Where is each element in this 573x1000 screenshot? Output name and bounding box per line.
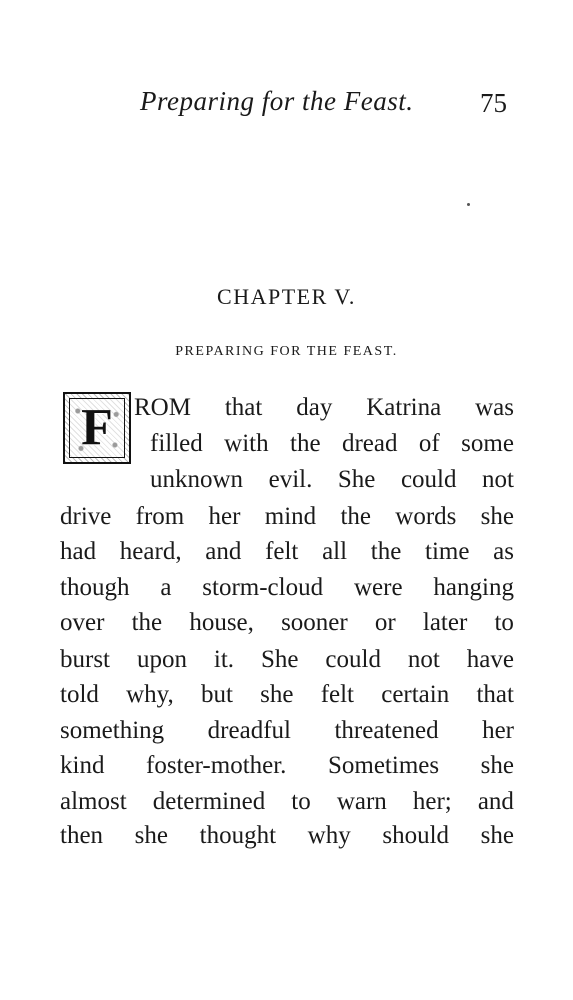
word: told: [60, 681, 99, 708]
text-line: [60, 503, 514, 531]
word: felt: [265, 538, 299, 565]
word: could: [325, 646, 381, 673]
word: should: [382, 822, 450, 849]
word: certain: [381, 681, 450, 708]
word: almost: [60, 788, 127, 815]
word: threatened: [334, 717, 439, 744]
word: ROM: [134, 394, 191, 421]
word: over: [60, 609, 105, 636]
word: the: [131, 609, 163, 636]
text-line: [60, 609, 514, 637]
text-line: [60, 681, 514, 709]
word: why,: [126, 681, 174, 708]
ink-speck: [467, 203, 470, 206]
text-line: [60, 788, 514, 816]
word: words: [395, 503, 457, 530]
text-line: [60, 717, 514, 745]
word: the: [370, 538, 402, 565]
text-line: [60, 752, 514, 780]
chapter-subtitle: PREPARING FOR THE FEAST.: [175, 344, 398, 359]
word: foster-mother.: [146, 752, 287, 779]
word: that: [476, 681, 514, 708]
word: of: [418, 430, 440, 457]
word: house,: [189, 609, 254, 636]
word: was: [475, 394, 514, 421]
page-number: 75: [480, 88, 507, 118]
text-line: [150, 430, 514, 458]
word: why: [307, 822, 351, 849]
word: and: [205, 538, 242, 565]
word: not: [407, 646, 440, 673]
chapter-title: CHAPTER V.: [217, 284, 356, 309]
word: thought: [199, 822, 277, 849]
word: sooner: [281, 609, 348, 636]
word: a: [160, 574, 172, 601]
word: she: [480, 822, 514, 849]
word: she: [134, 822, 168, 849]
word: felt: [320, 681, 355, 708]
running-head-title: Preparing for the Feast.: [140, 86, 414, 116]
text-line: [60, 574, 514, 602]
word: time: [425, 538, 470, 565]
word: as: [493, 538, 514, 565]
word: and: [477, 788, 514, 815]
word: she: [480, 752, 514, 779]
word: storm-cloud: [202, 574, 324, 601]
word: were: [353, 574, 403, 601]
word: unknown: [150, 466, 244, 493]
word: something: [60, 717, 165, 744]
word: Katrina: [366, 394, 442, 421]
word: day: [296, 394, 333, 421]
word: drive: [60, 503, 112, 530]
word: to: [494, 609, 514, 636]
drop-cap-letter: F: [69, 398, 125, 458]
word: her: [482, 717, 514, 744]
word: the: [340, 503, 371, 530]
text-line: [134, 394, 514, 422]
word: her: [208, 503, 241, 530]
word: all: [322, 538, 348, 565]
running-head: [0, 86, 573, 126]
word: to: [291, 788, 311, 815]
text-line: [150, 466, 514, 494]
word: dread: [341, 430, 398, 457]
word: then: [60, 822, 104, 849]
ornamental-drop-cap: [63, 392, 131, 464]
word: burst: [60, 646, 110, 673]
text-line: [60, 822, 514, 850]
word: filled: [150, 430, 203, 457]
word: She: [260, 646, 299, 673]
word: could: [400, 466, 457, 493]
word: her;: [412, 788, 452, 815]
word: have: [466, 646, 514, 673]
word: not: [482, 466, 514, 493]
text-line: [60, 538, 514, 566]
word: she: [260, 681, 294, 708]
word: with: [224, 430, 269, 457]
word: had: [60, 538, 97, 565]
word: though: [60, 574, 130, 601]
word: but: [201, 681, 233, 708]
word: upon: [136, 646, 187, 673]
word: mind: [264, 503, 317, 530]
word: Sometimes: [327, 752, 440, 779]
word: warn: [336, 788, 387, 815]
word: that: [224, 394, 263, 421]
word: the: [290, 430, 321, 457]
word: from: [135, 503, 185, 530]
word: She: [337, 466, 376, 493]
word: it.: [213, 646, 235, 673]
text-line: [60, 646, 514, 674]
word: kind: [60, 752, 105, 779]
word: some: [461, 430, 514, 457]
word: determined: [152, 788, 266, 815]
word: dreadful: [207, 717, 291, 744]
word: she: [480, 503, 514, 530]
word: hanging: [433, 574, 514, 601]
word: evil.: [268, 466, 313, 493]
word: heard,: [119, 538, 182, 565]
word: later: [422, 609, 468, 636]
word: or: [374, 609, 396, 636]
